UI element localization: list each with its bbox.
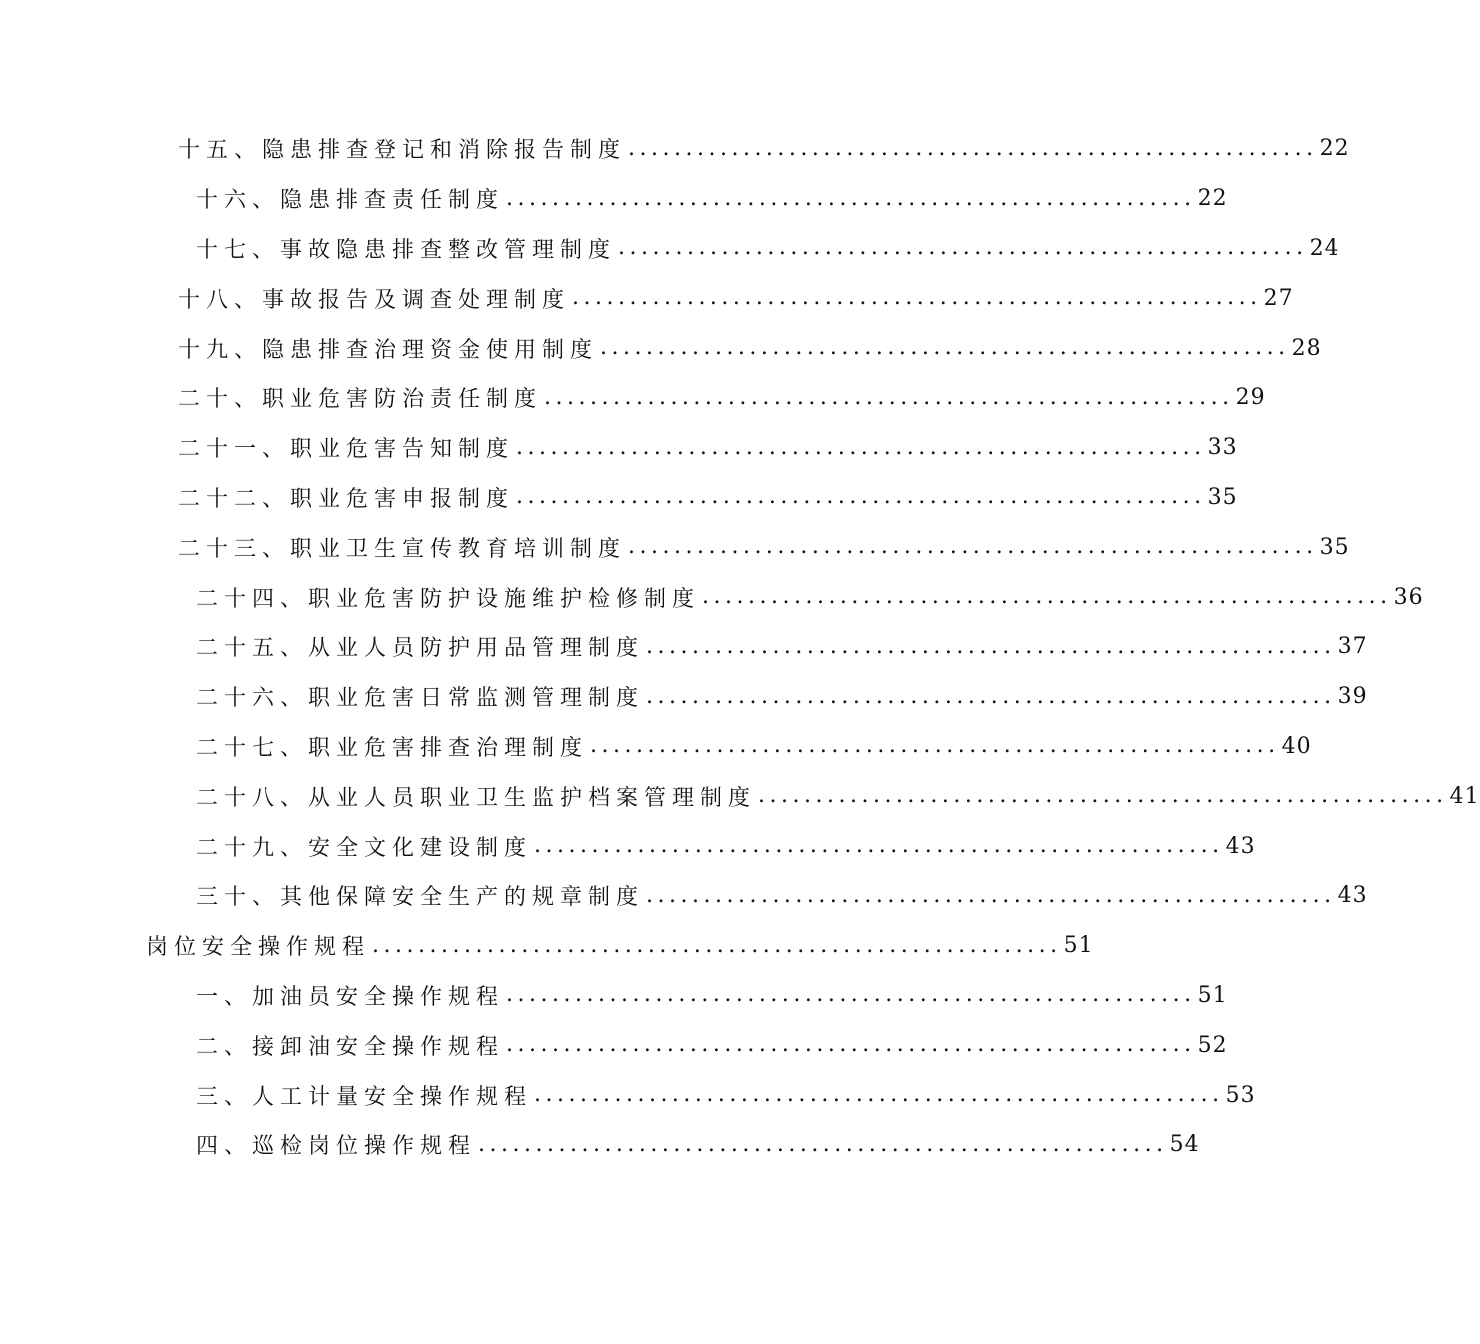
dot-leader: ............................................................ (646, 633, 1336, 659)
toc-entry[interactable] (0, 1120, 1200, 1170)
toc-entry-page: 33 (1207, 435, 1238, 461)
toc-entry-page: 29 (1235, 385, 1266, 411)
toc-entry[interactable] (0, 473, 1238, 523)
toc-entry-page: 28 (1291, 335, 1322, 361)
toc-entry[interactable] (0, 224, 1340, 274)
dot-leader: ............................................................ (506, 185, 1196, 211)
toc-entry[interactable] (0, 871, 1368, 921)
toc-entry-page: 35 (1207, 484, 1238, 510)
toc-entry-page: 22 (1319, 136, 1350, 162)
toc-entry-title: 二十四、职业危害防护设施维护检修制度 (196, 586, 701, 612)
dot-leader: ............................................................ (618, 235, 1308, 261)
toc-entry-page: 27 (1263, 285, 1294, 311)
toc-entry-title: 十八、事故报告及调查处理制度 (178, 287, 571, 313)
dot-leader: ............................................................ (628, 135, 1318, 161)
toc-entry-title: 岗位安全操作规程 (146, 935, 371, 961)
dot-leader: ............................................................ (572, 285, 1262, 311)
toc-entry[interactable] (0, 323, 1322, 373)
toc-entry-page: 36 (1393, 584, 1424, 610)
dot-leader: ............................................................ (516, 484, 1206, 510)
dot-leader: ............................................................ (534, 833, 1224, 859)
dot-leader: ............................................................ (372, 932, 1062, 958)
toc-entry-page: 43 (1337, 883, 1368, 909)
toc-entry-title: 二十五、从业人员防护用品管理制度 (196, 636, 645, 662)
toc-entry[interactable] (0, 1070, 1256, 1120)
dot-leader: ............................................................ (646, 882, 1336, 908)
toc-entry-page: 40 (1281, 733, 1312, 759)
toc-entry-title: 四、巡检岗位操作规程 (196, 1134, 477, 1160)
toc-entry-title: 二十六、职业危害日常监测管理制度 (196, 686, 645, 712)
toc-entry-title: 十六、隐患排查责任制度 (196, 188, 505, 214)
dot-leader: ............................................................ (628, 534, 1318, 560)
toc-entry-title: 十九、隐患排查治理资金使用制度 (178, 337, 599, 363)
toc-entry-title: 二十七、职业危害排查治理制度 (196, 735, 589, 761)
dot-leader: ............................................................ (646, 683, 1336, 709)
toc-entry-title: 二、接卸油安全操作规程 (196, 1034, 505, 1060)
toc-entry[interactable] (0, 373, 1266, 423)
toc-entry-title: 二十二、职业危害申报制度 (178, 486, 515, 512)
toc-entry-page: 37 (1337, 634, 1368, 660)
toc-entry[interactable] (0, 522, 1350, 572)
toc-entry-title: 十七、事故隐患排查整改管理制度 (196, 237, 617, 263)
toc-entry-title: 二十八、从业人员职业卫生监护档案管理制度 (196, 785, 757, 811)
toc-entry-page: 54 (1169, 1132, 1200, 1158)
dot-leader: ............................................................ (506, 982, 1196, 1008)
toc-entry-page: 52 (1197, 1032, 1228, 1058)
dot-leader: ............................................................ (516, 434, 1206, 460)
toc-entry-page: 39 (1337, 684, 1368, 710)
toc-entry-title: 一、加油员安全操作规程 (196, 984, 505, 1010)
toc-entry-page: 43 (1225, 833, 1256, 859)
toc-entry-page: 51 (1063, 933, 1094, 959)
dot-leader: ............................................................ (544, 384, 1234, 410)
toc-entry[interactable] (0, 423, 1238, 473)
dot-leader: ............................................................ (534, 1082, 1224, 1108)
toc-entry[interactable] (0, 273, 1294, 323)
toc-entry[interactable] (0, 971, 1228, 1021)
toc-entry[interactable] (0, 821, 1256, 871)
toc-entry-title: 三十、其他保障安全生产的规章制度 (196, 885, 645, 911)
toc-entry[interactable] (0, 722, 1312, 772)
toc-entry-page: 22 (1197, 186, 1228, 212)
table-of-contents (0, 124, 1480, 1170)
dot-leader: ............................................................ (506, 1032, 1196, 1058)
toc-entry-title: 二十、职业危害防治责任制度 (178, 387, 543, 413)
toc-entry[interactable] (0, 124, 1350, 174)
toc-entry-title: 三、人工计量安全操作规程 (196, 1084, 533, 1110)
dot-leader: ............................................................ (590, 733, 1280, 759)
dot-leader: ............................................................ (600, 335, 1290, 361)
dot-leader: ............................................................ (758, 783, 1448, 809)
toc-entry-title: 十五、隐患排查登记和消除报告制度 (178, 138, 627, 164)
toc-entry-page: 51 (1197, 982, 1228, 1008)
toc-entry-page: 24 (1309, 235, 1340, 261)
toc-entry[interactable] (0, 672, 1368, 722)
dot-leader: ............................................................ (702, 584, 1392, 610)
toc-entry-page: 53 (1225, 1082, 1256, 1108)
toc-entry[interactable] (0, 921, 1094, 971)
toc-entry[interactable] (0, 572, 1424, 622)
toc-entry-title: 二十一、职业危害告知制度 (178, 437, 515, 463)
toc-entry-title: 二十九、安全文化建设制度 (196, 835, 533, 861)
toc-entry-page: 35 (1319, 534, 1350, 560)
toc-entry-page: 41 (1449, 783, 1480, 809)
toc-entry[interactable] (0, 622, 1368, 672)
toc-entry[interactable] (0, 771, 1480, 821)
dot-leader: ............................................................ (478, 1131, 1168, 1157)
toc-entry-title: 二十三、职业卫生宣传教育培训制度 (178, 536, 627, 562)
toc-entry[interactable] (0, 174, 1228, 224)
toc-entry[interactable] (0, 1020, 1228, 1070)
